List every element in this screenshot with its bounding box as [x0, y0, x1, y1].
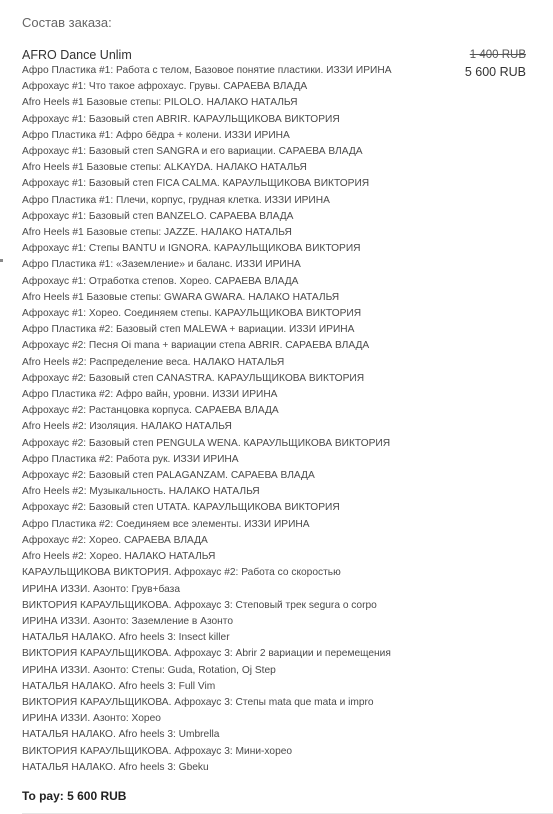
class-list-item: Афрохаус #2: Растанцовка корпуса. САРАЕВА ВЛАДА [22, 405, 279, 417]
class-list-item: Afro Heels #1 Базовые степы: JAZZE. НАЛАКО НАТАЛЬЯ [22, 227, 292, 239]
class-list-item: ВИКТОРИЯ КАРАУЛЬЩИКОВА. Афрохаус 3: Степовый трек segura o corpo [22, 599, 377, 611]
class-list [22, 63, 446, 776]
class-list-item: Афрохаус #2: Песня Oi mana + вариации степа ABRIR. САРАЕВА ВЛАДА [22, 340, 370, 352]
class-list-item: Afro Heels #2: Изоляция. НАЛАКО НАТАЛЬЯ [22, 421, 232, 433]
order-line [22, 47, 526, 776]
class-list-item: Afro Heels #1 Базовые степы: GWARA GWARA. НАЛАКО НАТАЛЬЯ [22, 291, 340, 303]
order-heading: Состав заказа: [22, 15, 112, 30]
class-list-item: Афрохаус #1: Базовый степ SANGRA и его вариации. САРАЕВА ВЛАДА [22, 146, 363, 158]
class-list-item: Афро Пластика #1: Афро бёдра + колени. ИЗЗИ ИРИНА [22, 129, 290, 141]
class-list-item: Афро Пластика #2: Соединяем все элементы. ИЗЗИ ИРИНА [22, 518, 310, 530]
class-list-item: Афро Пластика #2: Работа рук. ИЗЗИ ИРИНА [22, 453, 239, 465]
class-list-item: Афро Пластика #1: Плечи, корпус, грудная клетка. ИЗЗИ ИРИНА [22, 194, 330, 206]
class-list-item: ИРИНА ИЗЗИ. Азонто: Заземление в Азонто [22, 615, 234, 627]
class-list-item: Afro Heels #2: Музыкальность. НАЛАКО НАТАЛЬЯ [22, 486, 260, 498]
price-block [446, 47, 526, 81]
order-line-details [22, 47, 446, 776]
class-list-item: НАТАЛЬЯ НАЛАКО. Afro heels 3: Gbeku [22, 761, 209, 773]
old-price: 1 400 RUB [469, 49, 526, 61]
order-summary [22, 14, 526, 804]
class-list-item: ВИКТОРИЯ КАРАУЛЬЩИКОВА. Афрохаус 3: Степы mata que mata и impro [22, 696, 374, 708]
class-list-item: Afro Heels #1 Базовые степы: PILOLO. НАЛАКО НАТАЛЬЯ [22, 97, 298, 109]
class-list-item: Афрохаус #1: Отработка степов. Хорео. САРАЕВА ВЛАДА [22, 275, 299, 287]
class-list-item: КАРАУЛЬЩИКОВА ВИКТОРИЯ. Афрохаус #2: Работа со скоростью [22, 567, 341, 579]
class-list-item: Афрохаус #1: Что такое афрохаус. Грувы. САРАЕВА ВЛАДА [22, 81, 308, 93]
class-list-item: Афрохаус #2: Базовый степ UTATA. КАРАУЛЬЩИКОВА ВИКТОРИЯ [22, 502, 340, 514]
left-edge-mark [0, 259, 3, 262]
class-list-item: Афрохаус #1: Базовый степ BANZELO. САРАЕВА ВЛАДА [22, 210, 294, 222]
class-list-item: Афрохаус #2: Базовый степ CANASTRA. КАРАУЛЬЩИКОВА ВИКТОРИЯ [22, 372, 365, 384]
class-list-item: ВИКТОРИЯ КАРАУЛЬЩИКОВА. Афрохаус 3: Abrir 2 вариации и перемещения [22, 648, 391, 660]
class-list-item: Афрохаус #2: Базовый степ PENGULA WENA. КАРАУЛЬЩИКОВА ВИКТОРИЯ [22, 437, 391, 449]
class-list-item: Афрохаус #1: Хорео. Соединяем степы. КАРАУЛЬЩИКОВА ВИКТОРИЯ [22, 308, 362, 320]
class-list-item: Афрохаус #2: Базовый степ PALAGANZAM. САРАЕВА ВЛАДА [22, 470, 315, 482]
class-list-item: ИРИНА ИЗЗИ. Азонто: Степы: Guda, Rotation, Oj Step [22, 664, 276, 676]
class-list-item: Афро Пластика #1: Работа с телом, Базовое понятие пластики. ИЗЗИ ИРИНА [22, 65, 392, 76]
product-name: AFRO Dance Unlim [22, 48, 132, 62]
class-list-item: Афро Пластика #2: Базовый степ MALEWA + вариации. ИЗЗИ ИРИНА [22, 324, 355, 336]
class-list-item: ИРИНА ИЗЗИ. Азонто: Грув+база [22, 583, 180, 595]
class-list-item: Afro Heels #2: Распределение веса. НАЛАКО НАТАЛЬЯ [22, 356, 285, 368]
class-list-item: Афрохаус #2: Хорео. САРАЕВА ВЛАДА [22, 534, 208, 546]
class-list-item: Афро Пластика #2: Афро вайн, уровни. ИЗЗИ ИРИНА [22, 389, 278, 401]
class-list-item: Афрохаус #1: Базовый степ ABRIR. КАРАУЛЬЩИКОВА ВИКТОРИЯ [22, 113, 340, 125]
class-list-item: ИРИНА ИЗЗИ. Азонто: Хорео [22, 713, 161, 725]
class-list-item: Afro Heels #1 Базовые степы: ALKAYDA. НАЛАКО НАТАЛЬЯ [22, 162, 307, 174]
class-list-item: Афро Пластика #1: «Заземление» и баланс. ИЗЗИ ИРИНА [22, 259, 301, 271]
class-list-item: НАТАЛЬЯ НАЛАКО. Afro heels 3: Insect killer [22, 632, 230, 644]
class-list-item: НАТАЛЬЯ НАЛАКО. Afro heels 3: Full Vim [22, 680, 216, 692]
class-list-item: НАТАЛЬЯ НАЛАКО. Afro heels 3: Umbrella [22, 729, 220, 741]
class-list-item: Афрохаус #1: Степы BANTU и IGNORA. КАРАУЛЬЩИКОВА ВИКТОРИЯ [22, 243, 361, 255]
new-price: 5 600 RUB [464, 65, 526, 79]
class-list-item: Афрохаус #1: Базовый степ FICA CALMA. КАРАУЛЬЩИКОВА ВИКТОРИЯ [22, 178, 370, 190]
class-list-item: ВИКТОРИЯ КАРАУЛЬЩИКОВА. Афрохаус 3: Мини-хорео [22, 745, 293, 757]
class-list-item: Afro Heels #2: Хорео. НАЛАКО НАТАЛЬЯ [22, 551, 216, 563]
total-to-pay: To pay: 5 600 RUB [22, 788, 127, 803]
